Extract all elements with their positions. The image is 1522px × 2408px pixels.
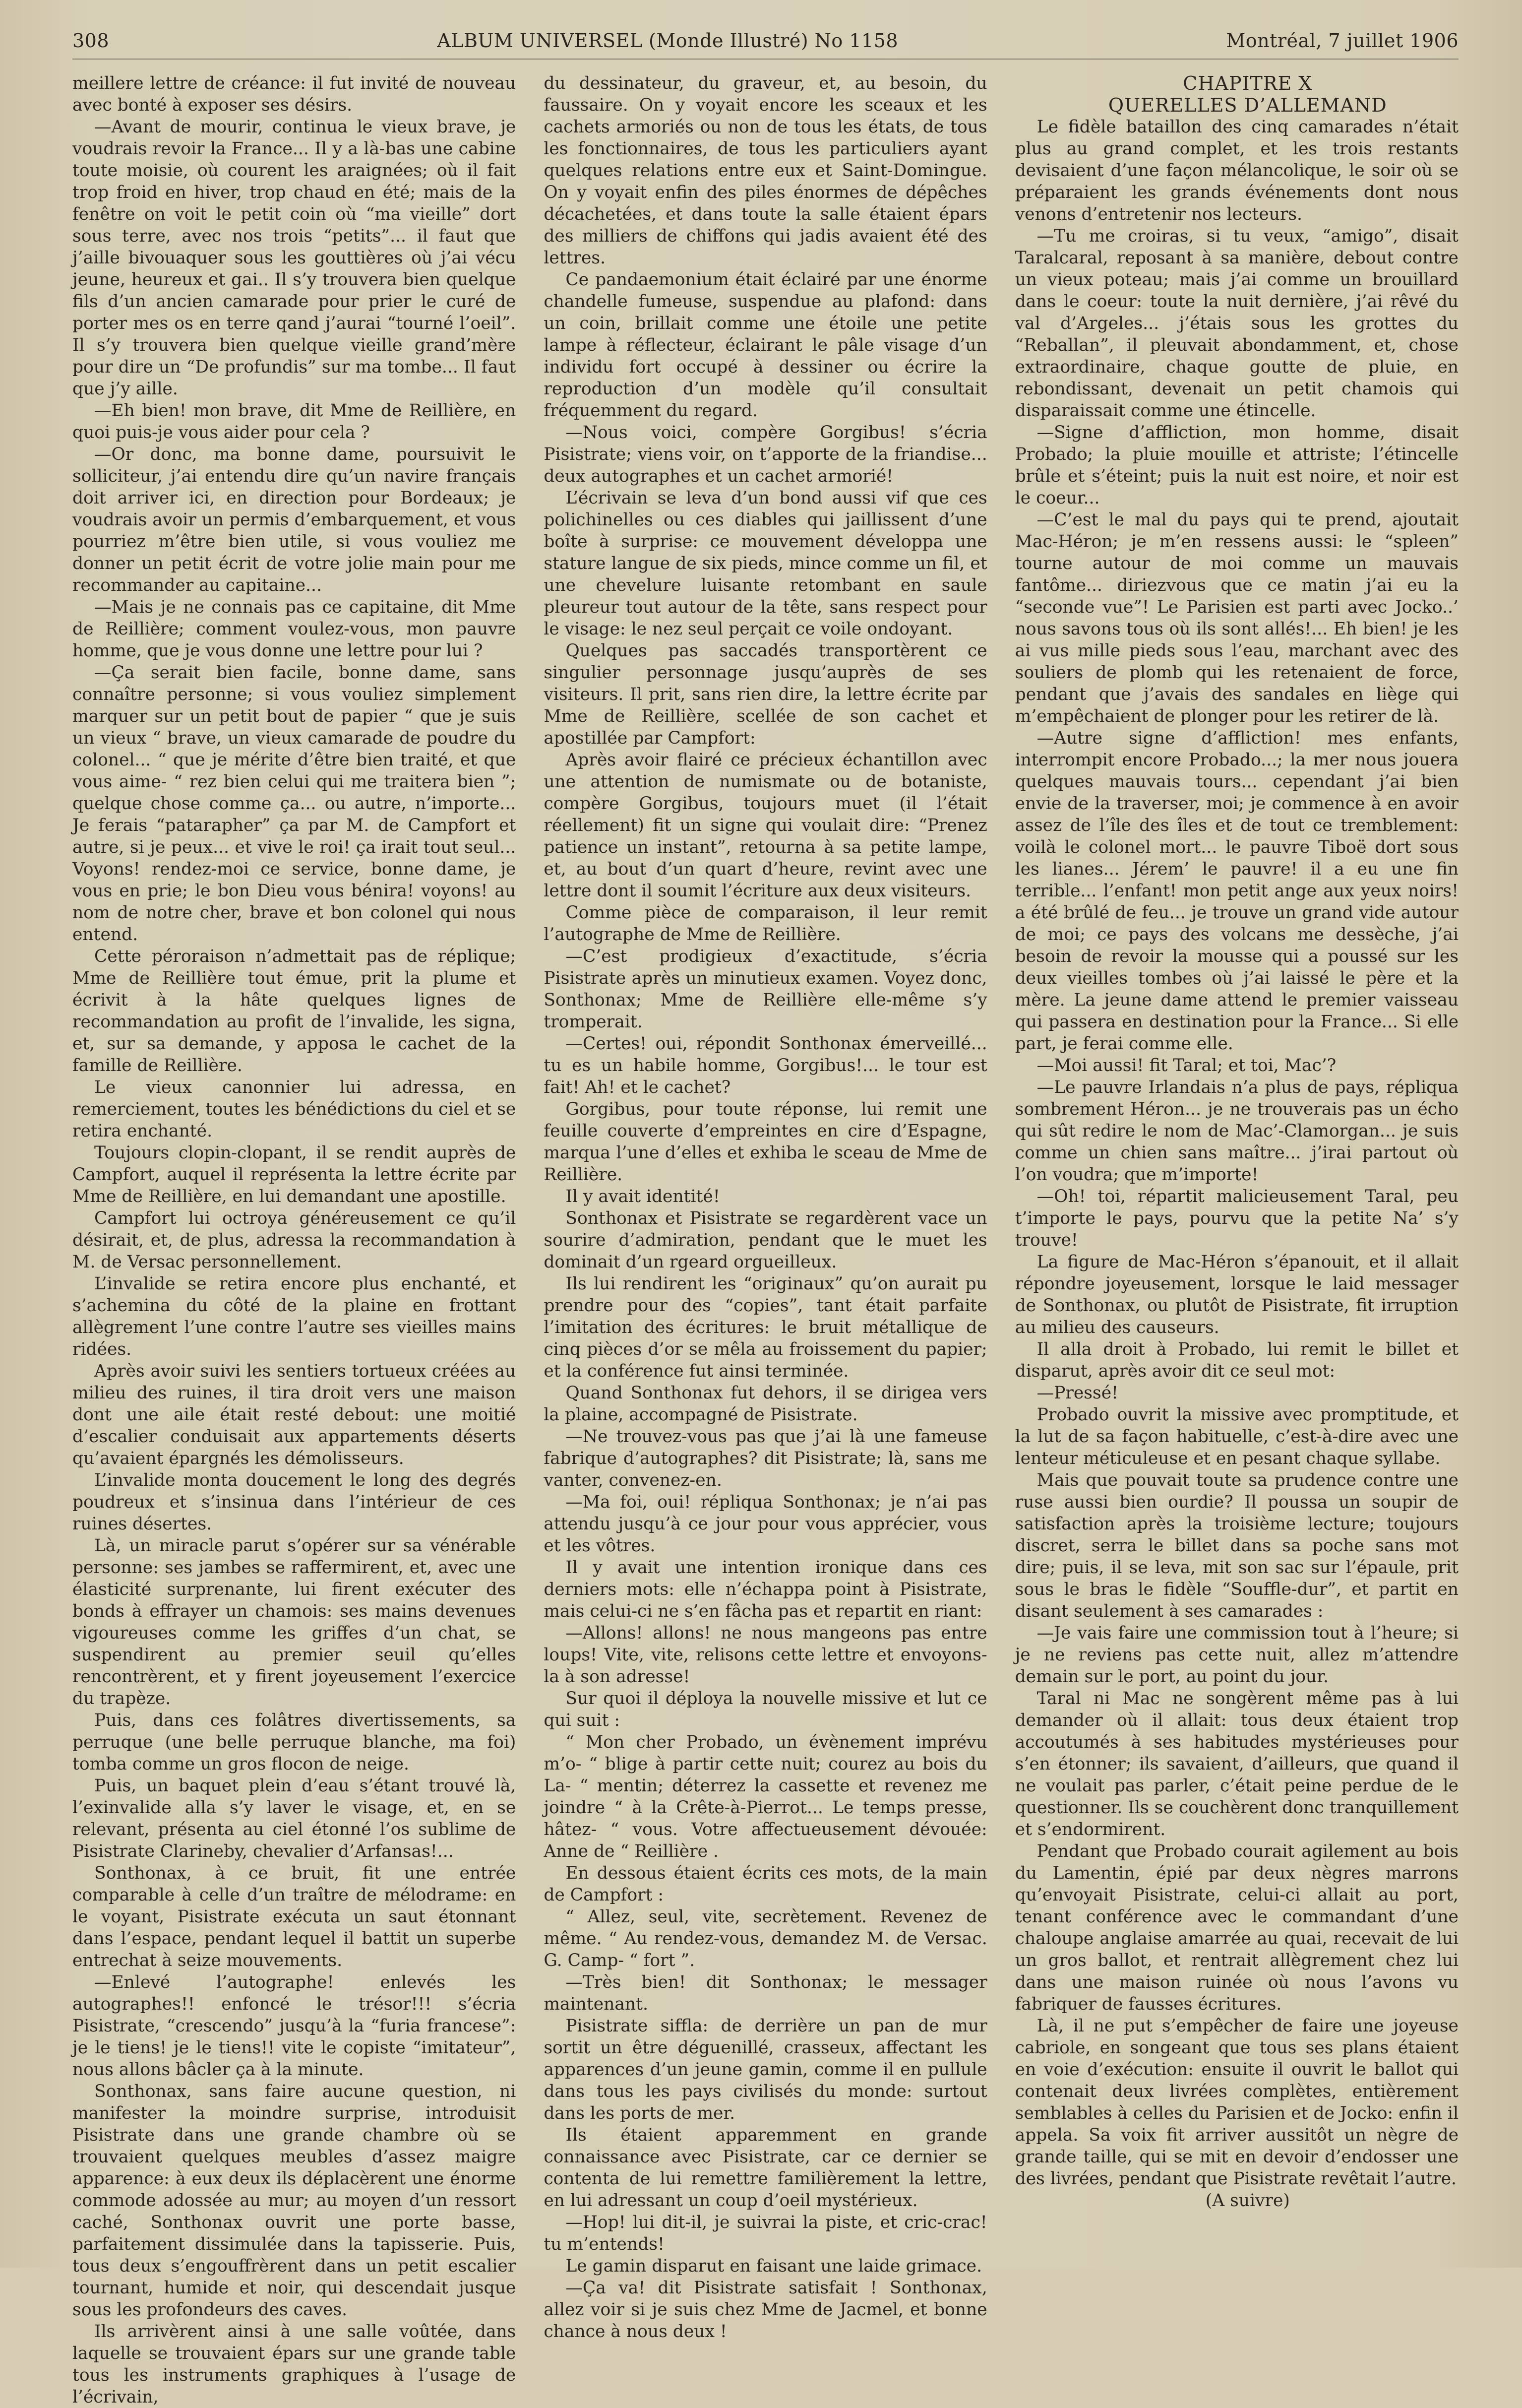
paragraph: Gorgibus, pour toute réponse, lui remit une feuille couverte d’empreintes en cire d’Espagne, marqua l’une d’elles et exhiba le sceau de Mme de Reillière. [544, 1099, 987, 1185]
chapter-number: CHAPITRE X [1183, 72, 1313, 94]
paragraph: —C’est le mal du pays qui te prend, ajoutait Mac-Héron; je m’en ressens aussi: le “spleen” tourne autour de moi comme un mauvais fantôme... diriezvous que ce matin j’ai eu la “seconde vue”! Le Parisien est parti avec Jocko..’ nous savons tous où ils sont allés!... Eh bien! je les ai vus mille pieds sous l’eau, marchant avec des souliers de plomb qui les retenaient de force, pendant que j’avais des sandales en liège qui m’empêchaient de plonger pour les retirer de là. [1015, 510, 1459, 726]
paragraph: Il y avait une intention ironique dans ces derniers mots: elle n’échappa point à Pisistrate, mais celui-ci ne s’en fâcha pas et repartit en riant: [544, 1558, 987, 1621]
paragraph: —Allons! allons! ne nous mangeons pas entre loups! Vite, vite, relisons cette lettre et envoyons-la à son adresse! [544, 1623, 987, 1687]
paragraph: Taral ni Mac ne songèrent même pas à lui demander où il allait: tous deux étaient trop accoutumés à ses habitudes mystérieuses pour s’en étonner; ils savaient, d’ailleurs, que quand il ne voulait pas parler, c’était peine perdue de le questionner. Ils se couchèrent donc tranquillement et s’endormirent. [1015, 1689, 1459, 1839]
paragraph: “ Mon cher Probado, un évènement imprévu m’o- “ blige à partir cette nuit; courez au bois du La- “ mentin; déterrez la cassette et revenez me joindre “ à la Crête-à-Pierrot... Le temps presse, hâtez- “ vous. Votre affectueusement dévouée: Anne de “ Reillière . [544, 1732, 987, 1861]
paragraph: Pisistrate siffla: de derrière un pan de mur sortit un être déguenillé, crasseux, affectant les apparences d’un jeune gamin, comme il en pullule dans tous les pays civilisés du monde: surtout dans les ports de mer. [544, 2016, 987, 2123]
paragraph: Probado ouvrit la missive avec promptitude, et la lut de sa façon habituelle, c’est-à-dire avec une lenteur méticuleuse et en pesant chaque syllabe. [1015, 1405, 1459, 1468]
paragraph: —Ma foi, oui! répliqua Sonthonax; je n’ai pas attendu jusqu’à ce jour pour vous apprécier, vous et les vôtres. [544, 1492, 987, 1556]
paragraph: Le vieux canonnier lui adressa, en remerciement, toutes les bénédictions du ciel et se retira enchanté. [72, 1077, 516, 1141]
paragraph: Là, un miracle parut s’opérer sur sa vénérable personne: ses jambes se raffermirent, et, avec une élasticité surprenante, lui firent exécuter des bonds à effrayer un chamois: ses mains devenues vigoureuses comme les griffes d’un chat, se suspendirent au premier seuil qu’elles rencontrèrent, et y firent joyeusement l’exercice du trapèze. [72, 1536, 516, 1709]
chapter-title: QUERELLES D’ALLEMAND [1108, 94, 1387, 116]
paragraph: —Je vais faire une commission tout à l’heure; si je ne reviens pas cette nuit, allez m’attendre demain sur le port, au point du jour. [1015, 1623, 1459, 1687]
text-columns [72, 72, 1459, 2407]
paragraph: Ce pandaemonium était éclairé par une énorme chandelle fumeuse, suspendue au plafond: dans un coin, brillait comme une étoile une petite lampe à réflecteur, éclairant le pâle visage d’un individu fort occupé à dessiner ou écrire la reproduction d’un modèle qu’il consultait fréquemment du regard. [544, 270, 987, 421]
paragraph: meillere lettre de créance: il fut invité de nouveau avec bonté à exposer ses désirs. [72, 73, 516, 115]
paragraph: —Le pauvre Irlandais n’a plus de pays, répliqua sombrement Héron... je ne trouverais pas un écho qui sût redire le nom de Mac’-Clamorgan... je suis comme un chien sans maître... j’irai partout où l’on voudra; que m’importe! [1015, 1077, 1459, 1185]
paragraph: Sonthonax, sans faire aucune question, ni manifester la moindre surprise, introduisit Pisistrate dans une grande chambre où se trouvaient quelques meubles d’assez maigre apparence: à eux deux ils déplacèrent une énorme commode adossée au mur; au moyen d’un ressort caché, Sonthonax ouvrit une porte basse, parfaitement dissimulée dans la tapisserie. Puis, tous deux s’engouffrèrent dans un petit escalier tournant, humide et noir, qui descendait jusque sous les profondeurs des caves. [72, 2082, 516, 2320]
paragraph: Il y avait identité! [565, 1187, 720, 1206]
paragraph: —Enlevé l’autographe! enlevés les autographes!! enfoncé le trésor!!! s’écria Pisistrate, “crescendo” jusqu’à la “furia francese”: je le tiens! je le tiens!! vite le copiste “imitateur”, nous allons bâcler ça à la minute. [72, 1972, 516, 2080]
column-1 [72, 72, 516, 2407]
column-2 [544, 72, 987, 2342]
paragraph: —Tu me croiras, si tu veux, “amigo”, disait Taralcaral, reposant à sa manière, debout contre un vieux poteau; mais j’ai comme un brouillard dans le coeur: toute la nuit dernière, j’ai rêvé du val d’Argeles... j’étais sous les grottes du “Reballan”, il pleuvait abondamment, et, chose extraordinaire, chaque goutte de pluie, en rebondissant, devenait un petit chamois qui disparaissait comme une étincelle. [1015, 226, 1459, 421]
paragraph: —C’est prodigieux d’exactitude, s’écria Pisistrate après un minutieux examen. Voyez donc, Sonthonax; Mme de Reillière elle-même s’y tromperait. [544, 947, 987, 1032]
paragraph: Comme pièce de comparaison, il leur remit l’autographe de Mme de Reillière. [544, 903, 987, 945]
paragraph: —Ne trouvez-vous pas que j’ai là une fameuse fabrique d’autographes? dit Pisistrate; là, sans me vanter, convenez-en. [544, 1427, 987, 1490]
paragraph: Puis, un baquet plein d’eau s’étant trouvé là, l’exinvalide alla s’y laver le visage, et, en se relevant, présenta au ciel étonné l’os sublime de Pisistrate Clarineby, chevalier d’Arfansas!... [72, 1776, 516, 1861]
paragraph: L’invalide monta doucement le long des degrés poudreux et s’insinua dans l’intérieur de ces ruines désertes. [72, 1470, 516, 1534]
paragraph: Mais que pouvait toute sa prudence contre une ruse aussi bien ourdie? Il poussa un soupir de satisfaction après la troisième lecture; toujours discret, serra le billet dans sa poche sans mot dire; puis, il se leva, mit son sac sur l’épaule, prit sous le bras le fidèle “Souffle-dur”, et partit en disant seulement à ses camarades : [1015, 1470, 1459, 1621]
publication-title: ALBUM UNIVERSEL (Monde Illustré) No 1158 [437, 30, 899, 52]
paragraph: Le fidèle bataillon des cinq camarades n’était plus au grand complet, et les trois restants devisaient d’une façon mélancolique, le soir où se préparaient les grands événements dont nous venons d’entretenir nos lecteurs. [1015, 117, 1459, 224]
paragraph: L’écrivain se leva d’un bond aussi vif que ces polichinelles ou ces diables qui jaillissent d’une boîte à surprise: ce mouvement développa une stature langue de six pieds, mince comme un fil, et une chevelure luisante retombant en saule pleureur tout autour de la tête, sans respect pour le visage: le nez seul perçait ce voile ondoyant. [544, 488, 987, 639]
paragraph: Après avoir flairé ce précieux échantillon avec une attention de numismate ou de botaniste, compère Gorgibus, toujours muet (il l’était réellement) fit un signe qui voulait dire: “Prenez patience un instant”, retourna à sa petite lampe, et, au bout d’un quart d’heure, revint avec une lettre dont il soumit l’écriture aux deux visiteurs. [544, 750, 987, 901]
paragraph: Le gamin disparut en faisant une laide grimace. [565, 2256, 982, 2276]
paragraph: —Très bien! dit Sonthonax; le messager maintenant. [544, 1972, 987, 2014]
paragraph: “ Allez, seul, vite, secrètement. Revenez de même. “ Au rendez-vous, demandez M. de Versac. G. Camp- “ fort ”. [544, 1907, 987, 1970]
paragraph: Quand Sonthonax fut dehors, il se dirigea vers la plaine, accompagné de Pisistrate. [544, 1383, 987, 1425]
paragraph: —Signe d’affliction, mon homme, disait Probado; la pluie mouille et attriste; l’étincelle brûle et s’éteint; puis la nuit est noire, et noir est le coeur... [1015, 423, 1459, 508]
paragraph: Ils étaient apparemment en grande connaissance avec Pisistrate, car ce dernier se contenta de lui remettre familièrement la lettre, en lui adressant un coup d’oeil mystérieux. [544, 2125, 987, 2211]
paragraph: —Moi aussi! fit Taral; et toi, Mac’? [1036, 1056, 1337, 1076]
paragraph: Il alla droit à Probado, lui remit le billet et disparut, après avoir dit ce seul mot: [1015, 1339, 1459, 1381]
to-be-continued: (A suivre) [1205, 2191, 1290, 2211]
paragraph: —Hop! lui dit-il, je suivrai la piste, et cric-crac! tu m’entends! [544, 2213, 987, 2254]
paragraph: —Autre signe d’affliction! mes enfants, interrompit encore Probado...; la mer nous jouera quelques mauvais tours... cependant j’ai bien envie de la traverser, moi; je commence à en avoir assez de l’île des îles et de tout ce tremblement: voilà le colonel mort... le pauvre Tiboë dort sous les lianes... Jérem’ le pauvre! il a eu une fin terrible... l’enfant! mon petit ange aux yeux noirs! a été brûlé de feu... je trouve un grand vide autour de moi; ce pays des volcans me dessèche, j’ai besoin de revoir la mousse qui a poussé sur les deux vieilles tombes où j’ai laissé le père et la mère. La jeune dame attend le premier vaisseau qui passera en destination pour la France... Si elle part, je ferai comme elle. [1015, 728, 1459, 1054]
paragraph: Campfort lui octroya généreusement ce qu’il désirait, et, de plus, adressa la recommandation à M. de Versac personnellement. [72, 1208, 516, 1272]
paragraph: Après avoir suivi les sentiers tortueux créées au milieu des ruines, il tira droit vers une maison dont une aile était resté debout: une moitié d’escalier conduisait aux appartements déserts qu’avaient épargnés les démolisseurs. [72, 1361, 516, 1468]
paragraph: —Mais je ne connais pas ce capitaine, dit Mme de Reillière; comment voulez-vous, mon pauvre homme, que je vous donne une lettre pour lui ? [72, 597, 516, 661]
page-header [72, 30, 1459, 60]
paragraph: La figure de Mac-Héron s’épanouit, et il allait répondre joyeusement, lorsque le laid messager de Sonthonax, ou plutôt de Pisistrate, fit irruption au milieu des causeurs. [1015, 1252, 1459, 1337]
paragraph: En dessous étaient écrits ces mots, de la main de Campfort : [544, 1863, 987, 1905]
paragraph: —Oh! toi, répartit malicieusement Taral, peu t’importe le pays, pourvu que la petite Na’ s’y trouve! [1015, 1187, 1459, 1250]
paragraph: Cette péroraison n’admettait pas de réplique; Mme de Reillière tout émue, prit la plume et écrivit à la hâte quelques lignes de recommandation au profit de l’invalide, les signa, et, sur sa demande, y apposa le cachet de la famille de Reillière. [72, 947, 516, 1076]
paragraph: Sonthonax et Pisistrate se regardèrent vace un sourire d’admiration, pendant que le muet les dominait d’un rgeard orgueilleux. [544, 1208, 987, 1272]
paragraph: —Certes! oui, répondit Sonthonax émerveillé... tu es un habile homme, Gorgibus!... le tour est fait! Ah! et le cachet? [544, 1034, 987, 1097]
paragraph: L’invalide se retira encore plus enchanté, et s’achemina du côté de la plaine en frottant allègrement l’une contre l’autre ses vieilles mains ridées. [72, 1274, 516, 1359]
paragraph: —Ça serait bien facile, bonne dame, sans connaître personne; si vous vouliez simplement marquer sur un petit bout de papier “ que je suis un vieux “ brave, un vieux camarade de poudre du colonel... “ que je mérite d’être bien traité, et que vous aime- “ rez bien celui qui me traitera bien ”; quelque chose comme ça... ou autre, n’importe... Je ferais “patarapher” ça par M. de Campfort et autre, si je peux... et vive le roi! ça irait tout seul... Voyons! rendez-moi ce service, bonne dame, je vous en prie; le bon Dieu vous bénira! voyons! au nom de notre cher, brave et bon colonel qui nous entend. [72, 663, 516, 945]
paragraph: —Eh bien! mon brave, dit Mme de Reillière, en quoi puis-je vous aider pour cela ? [72, 401, 516, 443]
page-number: 308 [72, 30, 110, 52]
paragraph: Toujours clopin-clopant, il se rendit auprès de Campfort, auquel il représenta la lettre écrite par Mme de Reillière, en lui demandant une apostille. [72, 1143, 516, 1206]
paragraph: Pendant que Probado courait agilement au bois du Lamentin, épié par deux nègres marrons qu’envoyait Pisistrate, celui-ci allait au port, tenant conférence avec le commandant d’une chaloupe anglaise amarrée au quai, recevait de lui un gros ballot, et rentrait allègrement chez lui dans une maison ruinée où nous l’avons vu fabriquer de fausses écritures. [1015, 1841, 1459, 2014]
paragraph: Ils lui rendirent les “originaux” qu’on aurait pu prendre pour des “copies”, tant était parfaite l’imitation des écritures: le bruit métallique de cinq pièces d’or se mêla au froissement du papier; et la conférence fut ainsi terminée. [544, 1274, 987, 1381]
paragraph: —Ça va! dit Pisistrate satisfait ! Sonthonax, allez voir si je suis chez Mme de Jacmel, et bonne chance à nous deux ! [544, 2278, 987, 2342]
paragraph: —Or donc, ma bonne dame, poursuivit le solliciteur, j’ai entendu dire qu’un navire français doit arriver ici, en direction pour Bordeaux; je voudrais avoir un permis d’embarquement, et vous pourriez m’être bien utile, si vous vouliez me donner un petit écrit de votre jolie main pour me recommander au capitaine... [72, 444, 516, 595]
paragraph: Quelques pas saccadés transportèrent ce singulier personnage jusqu’auprès de ses visiteurs. Il prit, sans rien dire, la lettre écrite par Mme de Reillière, scellée de son cachet et apostillée par Campfort: [544, 641, 987, 748]
column-3-body [1015, 116, 1459, 2190]
paragraph: Puis, dans ces folâtres divertissements, sa perruque (une belle perruque blanche, ma foi) tomba comme un gros flocon de neige. [72, 1711, 516, 1774]
paragraph: Là, il ne put s’empêcher de faire une joyeuse cabriole, en songeant que tous ses plans étaient en voie d’exécution: ensuite il ouvrit le ballot qui contenait deux livrées complètes, entièrement semblables à celles du Parisien et de Jocko: enfin il appela. Sa voix fit arriver aussitôt un nègre de grande taille, qui se mit en devoir d’endosser une des livrées, pendant que Pisistrate revêtait l’autre. [1015, 2016, 1459, 2189]
column-3 [1015, 72, 1459, 2245]
dateline: Montréal, 7 juillet 1906 [1226, 30, 1459, 52]
paragraph: —Pressé! [1036, 1383, 1118, 1403]
paragraph: du dessinateur, du graveur, et, au besoin, du faussaire. On y voyait encore les sceaux et les cachets armoriés ou non de tous les états, de tous les fonctionnaires, de tous les particuliers ayant quelques relations entre eux et Saint-Domingue. On y voyait enfin des piles énormes de dépêches décachetées, et dans toute la salle étaient épars des milliers de chiffons qui jadis avaient été des lettres. [544, 73, 987, 268]
paragraph: —Avant de mourir, continua le vieux brave, je voudrais revoir la France... Il y a là-bas une cabine toute moisie, où courent les araignées; où il fait trop froid en hiver, trop chaud en été; mais de la fenêtre on voit le petit coin où “ma vieille” dort sous terre, avec nos trois “petits”... il faut que j’aille bivouaquer sous les gouttières où j’ai vécu jeune, heureux et gai.. Il s’y trouvera bien quelque fils d’un ancien camarade pour prier le curé de porter mes os en terre qand j’aurai “tourné l’oeil”. Il s’y trouvera bien quelque vieille grand’mère pour dire un “De profundis” sur ma tombe... Il faut que j’y aille. [72, 117, 516, 399]
paragraph: Sonthonax, à ce bruit, fit une entrée comparable à celle d’un traître de mélodrame: en le voyant, Pisistrate exécuta un saut étonnant dans l’espace, pendant lequel il battit un superbe entrechat à seize mouvements. [72, 1863, 516, 1970]
paragraph: Ils arrivèrent ainsi à une salle voûtée, dans laquelle se trouvaient épars sur une grande table tous les instruments graphiques à l’usage de l’écrivain, [72, 2322, 516, 2407]
paragraph: Sur quoi il déploya la nouvelle missive et lut ce qui suit : [544, 1689, 987, 1730]
paragraph: —Nous voici, compère Gorgibus! s’écria Pisistrate; viens voir, on t’apporte de la friandise... deux autographes et un cachet armorié! [544, 423, 987, 486]
